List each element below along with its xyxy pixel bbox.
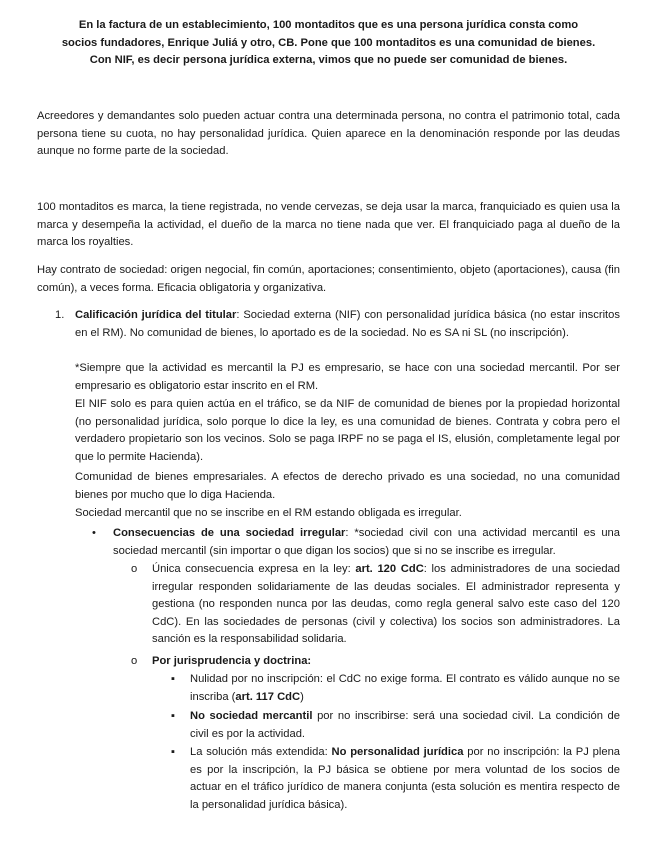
sub1-article: art. 120 CdC	[355, 563, 424, 575]
bullet-title: Consecuencias de una sociedad irregular	[113, 527, 346, 539]
sub1-pre: Única consecuencia expresa en la ley:	[152, 563, 356, 575]
square-bullet-icon: ▪	[171, 710, 175, 722]
square-item-3: La solución más extendida: No personalidad jurídica por no inscripción: la PJ plena es por la inscripción, la PJ básica se obtiene por mera voluntad de los socios de actuar en el tráfico jurídico de manera conjunta (esta solución es mentira respecto de la personalidad jurídica básica).	[190, 746, 621, 811]
item1-title: Calificación jurídica del titular	[75, 309, 237, 321]
bullet-body: : *sociedad civil con una actividad mercantil es una sociedad mercantil (sin importar o que digan los socios) que si no se inscribe es irregular.	[113, 527, 620, 557]
item1-text	[75, 307, 620, 342]
paragraph-marca: 100 montaditos es marca, la tiene registrada, no vende cervezas, se deja usar la marca, franquiciado es quien usa la marca y desempeña la actividad, el dueño de la marca no tiene nada que ver. El franquiciado paga al dueño de la marca los royalties.	[37, 201, 620, 249]
item1-paragraph-2: *Siempre que la actividad es mercantil la PJ es empresario, se hace con una sociedad mercantil. Por ser empresario es obligatorio estar inscrito en el RM.	[75, 362, 620, 392]
item1-paragraph-4: Comunidad de bienes empresariales. A efectos de derecho privado es una sociedad, no una comunidad bienes por mucho que lo diga Hacienda.	[75, 471, 620, 501]
heading-line-2: socios fundadores, Enrique Juliá y otro, CB. Pone que 100 montaditos es una comunidad de bienes.	[61, 36, 596, 49]
paragraph-acreedores: Acreedores y demandantes solo pueden actuar contra una determinada persona, no contra el patrimonio total, cada persona tiene su cuota, no hay personalidad jurídica. Quien aparece en la denominación responde por las deudas aunque no forme parte de la sociedad.	[37, 110, 620, 158]
square-bullet-icon: ▪	[171, 746, 175, 758]
circle-bullet-icon: o	[131, 563, 138, 575]
square-item-2: No sociedad mercantil por no inscribirse: será una sociedad civil. La condición de civil es por la actividad.	[190, 710, 621, 740]
bullet-icon: •	[92, 527, 96, 539]
square-item-1: Nulidad por no inscripción: el CdC no exige forma. El contrato es válido aunque no se inscriba (art. 117 CdC)	[190, 673, 620, 703]
document-heading	[37, 17, 620, 70]
item1-paragraph-5: Sociedad mercantil que no se inscribe en el RM estando obligada es irregular.	[75, 507, 462, 519]
item1-paragraph-3: El NIF solo es para quien actúa en el tráfico, se da NIF de comunidad de bienes por la propiedad horizontal (no personalidad jurídica, solo porque lo dice la ley, es una comunidad de bienes. Contrata y cobra pero el verdadero propietario son los vecinos. Solo se paga IRPF no se paga el IS, elusión, completamente legal por que lo permite Hacienda).	[75, 398, 620, 463]
item1-body: : Sociedad externa (NIF) con personalidad jurídica básica (no estar inscritos en el RM). No comunidad de bienes, lo aportado es de la sociedad. No es SA ni SL (no inscripción).	[75, 309, 620, 339]
sub2-title: Por jurisprudencia y doctrina:	[152, 655, 312, 667]
heading-line-3: Con NIF, es decir persona jurídica externa, vimos que no puede ser comunidad de bienes.	[89, 54, 568, 67]
sub1-body: : los administradores de una sociedad irregular responden solidariamente de las deudas sociales. El administrador representa y gestiona (no responden nunca por las deudas, como regla general salvo este caso del 120 CdC). En las sociedades de personas (civil y colectiva) los socios son administradores. La sanción es la responsabilidad solidaria.	[152, 563, 620, 646]
heading-line-1: En la factura de un establecimiento, 100 montaditos que es una persona jurídica consta como	[78, 19, 579, 31]
square-bullet-icon: ▪	[171, 673, 175, 685]
paragraph-contrato: Hay contrato de sociedad: origen negocial, fin común, aportaciones; consentimiento, objeto (aportaciones), causa (fin común), a veces forma. Eficacia obligatoria y organizativa.	[37, 264, 620, 294]
list-number: 1.	[55, 309, 65, 321]
sub1-text	[152, 561, 620, 649]
bullet-text	[113, 525, 620, 560]
circle-bullet-icon: o	[131, 655, 138, 667]
